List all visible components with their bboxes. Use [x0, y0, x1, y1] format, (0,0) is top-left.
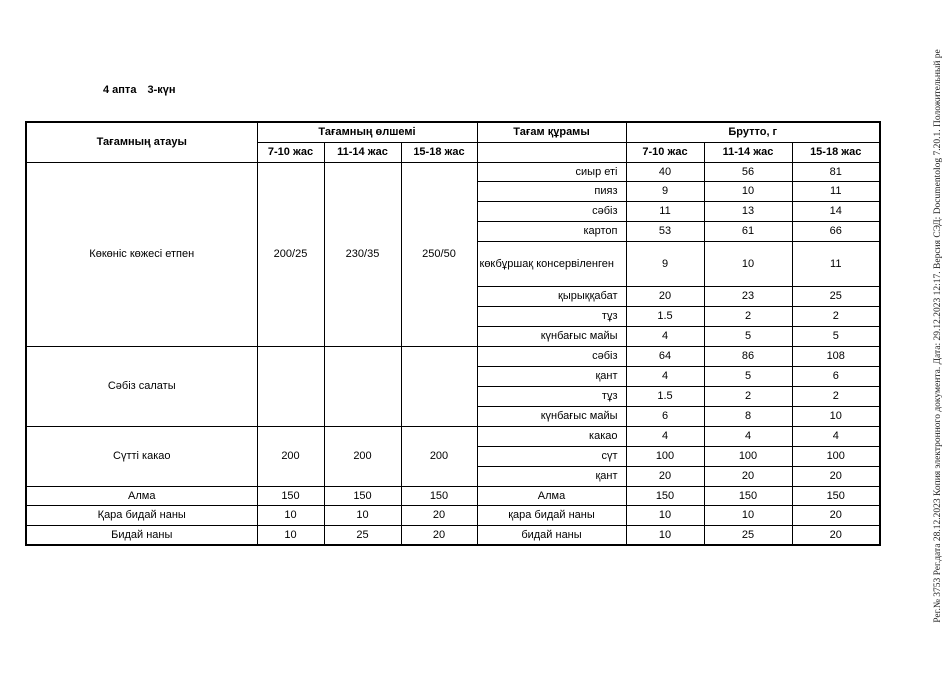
dish-name: Сәбіз салаты — [26, 346, 257, 426]
gross-age3: 10 — [792, 406, 880, 426]
portion-age1: 200 — [257, 426, 324, 486]
ingredient: картоп — [477, 221, 626, 241]
portion-age3: 20 — [401, 525, 477, 545]
ingredient: тұз — [477, 306, 626, 326]
gross-age1: 11 — [626, 201, 704, 221]
gross-age1: 1.5 — [626, 306, 704, 326]
gross-age2: 5 — [704, 326, 792, 346]
gross-age1: 150 — [626, 486, 704, 505]
gross-age2: 86 — [704, 346, 792, 366]
portion-age3: 150 — [401, 486, 477, 505]
ingredient: тұз — [477, 386, 626, 406]
ingredient: какао — [477, 426, 626, 446]
header-portion-age2: 11-14 жас — [324, 142, 401, 162]
gross-age3: 4 — [792, 426, 880, 446]
ingredient: Алма — [477, 486, 626, 505]
gross-age1: 53 — [626, 221, 704, 241]
gross-age3: 11 — [792, 181, 880, 201]
ingredient: сүт — [477, 446, 626, 466]
portion-age3: 250/50 — [401, 162, 477, 346]
registration-stamp-text: Рег.№ 3753 Рег.дата 28.12.2023 Копия электронного документа. Дата: 29.12.2023 12:17. Версия СЭД: Documentolog 7.20.1. Положительный ре — [933, 49, 943, 623]
header-gross: Брутто, г — [626, 122, 880, 142]
gross-age2: 10 — [704, 505, 792, 525]
gross-age1: 9 — [626, 241, 704, 286]
gross-age3: 108 — [792, 346, 880, 366]
header-gross-age2: 11-14 жас — [704, 142, 792, 162]
ingredient: күнбағыс майы — [477, 326, 626, 346]
gross-age3: 81 — [792, 162, 880, 181]
table-row — [26, 162, 880, 181]
gross-age3: 20 — [792, 505, 880, 525]
portion-age3 — [401, 346, 477, 426]
header-portion-age3: 15-18 жас — [401, 142, 477, 162]
gross-age3: 20 — [792, 525, 880, 545]
portion-age2: 150 — [324, 486, 401, 505]
ingredient: пияз — [477, 181, 626, 201]
table-row — [26, 426, 880, 446]
gross-age3: 11 — [792, 241, 880, 286]
gross-age1: 64 — [626, 346, 704, 366]
gross-age2: 56 — [704, 162, 792, 181]
ingredient: қант — [477, 466, 626, 486]
gross-age2: 2 — [704, 306, 792, 326]
gross-age1: 20 — [626, 286, 704, 306]
portion-age2: 10 — [324, 505, 401, 525]
ingredient: бидай наны — [477, 525, 626, 545]
table-row — [26, 505, 880, 525]
gross-age1: 10 — [626, 505, 704, 525]
gross-age2: 8 — [704, 406, 792, 426]
gross-age2: 4 — [704, 426, 792, 446]
header-portion: Тағамның өлшемі — [257, 122, 477, 142]
gross-age2: 10 — [704, 181, 792, 201]
gross-age1: 9 — [626, 181, 704, 201]
ingredient: сәбіз — [477, 201, 626, 221]
ingredient: күнбағыс майы — [477, 406, 626, 426]
portion-age1: 10 — [257, 505, 324, 525]
ingredient: қырыққабат — [477, 286, 626, 306]
dish-name: Бидай наны — [26, 525, 257, 545]
ingredient: қант — [477, 366, 626, 386]
table-row — [26, 486, 880, 505]
portion-age1: 200/25 — [257, 162, 324, 346]
table-row — [26, 525, 880, 545]
gross-age1: 20 — [626, 466, 704, 486]
ingredient: қара бидай наны — [477, 505, 626, 525]
portion-age2: 25 — [324, 525, 401, 545]
portion-age1: 10 — [257, 525, 324, 545]
portion-age3: 20 — [401, 505, 477, 525]
dish-name: Қара бидай наны — [26, 505, 257, 525]
day-label: 3-күн — [147, 84, 176, 96]
dish-name: Алма — [26, 486, 257, 505]
gross-age2: 25 — [704, 525, 792, 545]
portion-age2: 200 — [324, 426, 401, 486]
gross-age2: 100 — [704, 446, 792, 466]
gross-age2: 2 — [704, 386, 792, 406]
gross-age3: 25 — [792, 286, 880, 306]
portion-age1 — [257, 346, 324, 426]
gross-age3: 150 — [792, 486, 880, 505]
header-composition: Тағам құрамы — [477, 122, 626, 142]
gross-age3: 2 — [792, 386, 880, 406]
header-composition-blank — [477, 142, 626, 162]
gross-age3: 5 — [792, 326, 880, 346]
dish-name: Сүтті какао — [26, 426, 257, 486]
page-heading — [103, 84, 184, 96]
gross-age1: 6 — [626, 406, 704, 426]
table-row — [26, 346, 880, 366]
portion-age3: 200 — [401, 426, 477, 486]
gross-age3: 2 — [792, 306, 880, 326]
gross-age1: 10 — [626, 525, 704, 545]
gross-age1: 40 — [626, 162, 704, 181]
gross-age3: 100 — [792, 446, 880, 466]
ingredient: көкбұршақ консервіленген — [477, 241, 626, 286]
portion-age2: 230/35 — [324, 162, 401, 346]
ingredient: сиыр еті — [477, 162, 626, 181]
gross-age2: 13 — [704, 201, 792, 221]
gross-age2: 61 — [704, 221, 792, 241]
gross-age2: 23 — [704, 286, 792, 306]
gross-age3: 66 — [792, 221, 880, 241]
week-label: 4 апта — [103, 84, 137, 96]
gross-age1: 100 — [626, 446, 704, 466]
gross-age3: 14 — [792, 201, 880, 221]
gross-age2: 150 — [704, 486, 792, 505]
header-gross-age3: 15-18 жас — [792, 142, 880, 162]
dish-name: Көкөніс көжесі етпен — [26, 162, 257, 346]
portion-age2 — [324, 346, 401, 426]
gross-age2: 10 — [704, 241, 792, 286]
header-dish-name: Тағамның атауы — [26, 122, 257, 162]
gross-age1: 4 — [626, 326, 704, 346]
gross-age1: 4 — [626, 426, 704, 446]
portion-age1: 150 — [257, 486, 324, 505]
gross-age3: 20 — [792, 466, 880, 486]
gross-age2: 5 — [704, 366, 792, 386]
header-gross-age1: 7-10 жас — [626, 142, 704, 162]
gross-age1: 1.5 — [626, 386, 704, 406]
header-portion-age1: 7-10 жас — [257, 142, 324, 162]
menu-table — [25, 121, 881, 546]
ingredient: сәбіз — [477, 346, 626, 366]
gross-age1: 4 — [626, 366, 704, 386]
gross-age3: 6 — [792, 366, 880, 386]
gross-age2: 20 — [704, 466, 792, 486]
